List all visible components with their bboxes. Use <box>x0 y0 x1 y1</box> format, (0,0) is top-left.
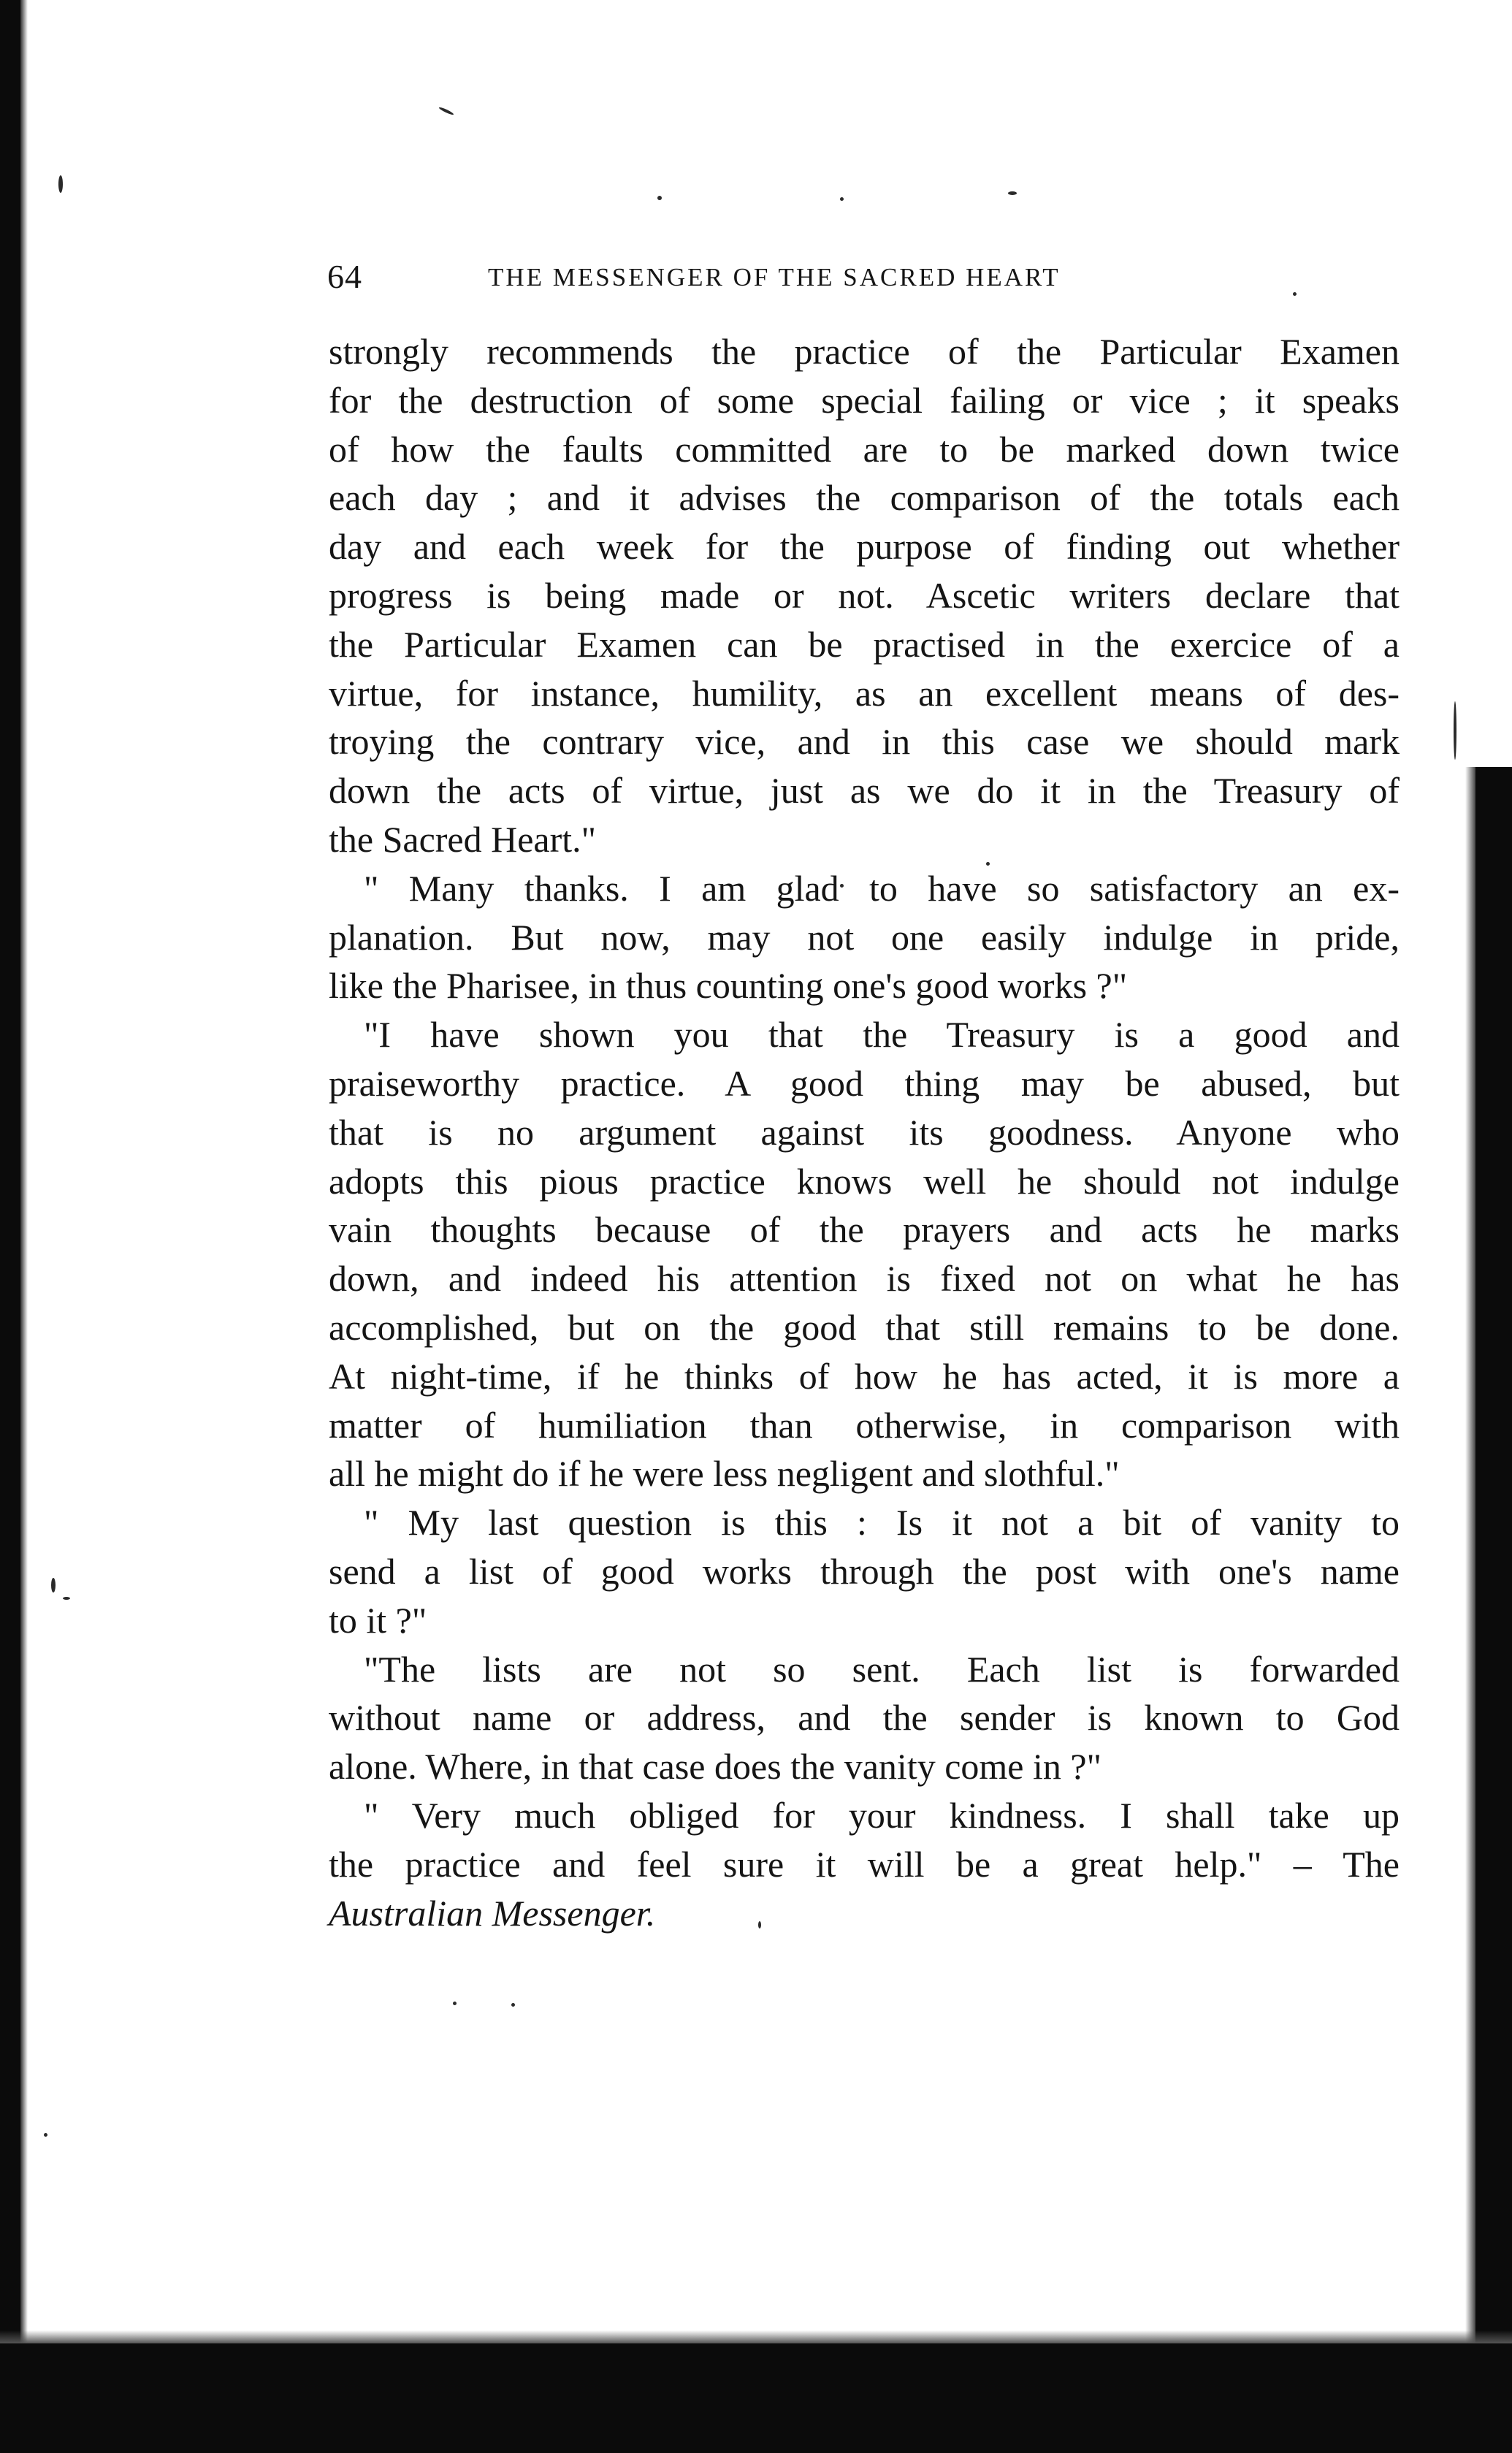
text-line: vain thoughts because of the prayers and acts he marks <box>329 1209 1400 1251</box>
scan-edge-right-fringe <box>1465 767 1475 2453</box>
text-line: send a list of good works through the post with one's name <box>329 1550 1400 1592</box>
scan-edge-right <box>1475 767 1512 2453</box>
text-line: without name or address, and the sender is known to God <box>329 1697 1400 1739</box>
scan-speck <box>1008 191 1017 195</box>
scan-edge-bottom-fringe <box>0 2330 1512 2343</box>
text-line: the practice and feel sure it will be a great help." – The <box>329 1843 1400 1885</box>
text-line: that is no argument against its goodness. Anyone who <box>329 1111 1400 1153</box>
scan-speck <box>51 1578 56 1592</box>
source-credit: Australian Messenger. <box>329 1892 656 1934</box>
text-line: " My last question is this : Is it not a bit of vanity to <box>364 1502 1400 1544</box>
text-line: adopts this pious practice knows well he should not indulge <box>329 1160 1400 1202</box>
text-line: all he might do if he were less negligent and slothful." <box>329 1453 1120 1495</box>
text-line: virtue, for instance, humility, as an excellent means of des- <box>329 672 1400 714</box>
text-line: alone. Where, in that case does the vanity come in ?" <box>329 1746 1101 1788</box>
scan-speck <box>511 2003 515 2007</box>
text-line: like the Pharisee, in thus counting one's good works ?" <box>329 965 1128 1007</box>
scan-speck <box>840 197 844 201</box>
running-title: THE MESSENGER OF THE SACRED HEART <box>488 263 1061 291</box>
text-line: each day ; and it advises the comparison of the totals each <box>329 477 1400 519</box>
text-line: of how the faults committed are to be marked down twice <box>329 428 1400 470</box>
text-line: At night-time, if he thinks of how he has acted, it is more a <box>329 1355 1400 1397</box>
text-line: day and each week for the purpose of finding out whether <box>329 526 1400 568</box>
scan-speck <box>453 2002 457 2005</box>
scan-speck <box>657 196 662 200</box>
text-line: progress is being made or not. Ascetic writers declare that <box>329 574 1400 616</box>
text-line: down the acts of virtue, just as we do it in the Treasury of <box>329 770 1400 812</box>
text-line: strongly recommends the practice of the Particular Examen <box>329 331 1400 372</box>
text-line: accomplished, but on the good that still remains to be done. <box>329 1306 1400 1348</box>
scan-edge-left-fringe <box>20 0 28 2453</box>
text-line: to it ?" <box>329 1599 427 1641</box>
scan-speck <box>63 1597 70 1600</box>
text-line: troying the contrary vice, and in this case we should mark <box>329 721 1400 763</box>
text-line: praiseworthy practice. A good thing may be abused, but <box>329 1062 1400 1104</box>
scan-speck <box>58 175 63 193</box>
text-line: the Particular Examen can be practised in the exercice of a <box>329 623 1400 665</box>
scan-speck <box>438 107 454 116</box>
text-line: " Many thanks. I am glad to have so satisfactory an ex- <box>364 867 1400 909</box>
scan-speck <box>1454 701 1456 760</box>
scan-edge-left <box>0 0 20 2453</box>
text-line: "The lists are not so sent. Each list is forwarded <box>364 1648 1400 1690</box>
scan-speck <box>44 2133 47 2137</box>
text-line: matter of humiliation than otherwise, in comparison with <box>329 1404 1400 1446</box>
body-text <box>329 327 1400 1937</box>
text-line: down, and indeed his attention is fixed not on what he has <box>329 1258 1400 1300</box>
page-number: 64 <box>327 258 362 295</box>
text-line: the Sacred Heart." <box>329 818 597 860</box>
text-line: " Very much obliged for your kindness. I shall take up <box>364 1794 1400 1836</box>
scan-edge-bottom <box>0 2343 1512 2453</box>
text-line: for the destruction of some special failing or vice ; it speaks <box>329 379 1400 421</box>
running-header <box>327 257 1299 301</box>
text-line: planation. But now, may not one easily indulge in pride, <box>329 916 1400 958</box>
text-line: "I have shown you that the Treasury is a good and <box>364 1014 1400 1056</box>
